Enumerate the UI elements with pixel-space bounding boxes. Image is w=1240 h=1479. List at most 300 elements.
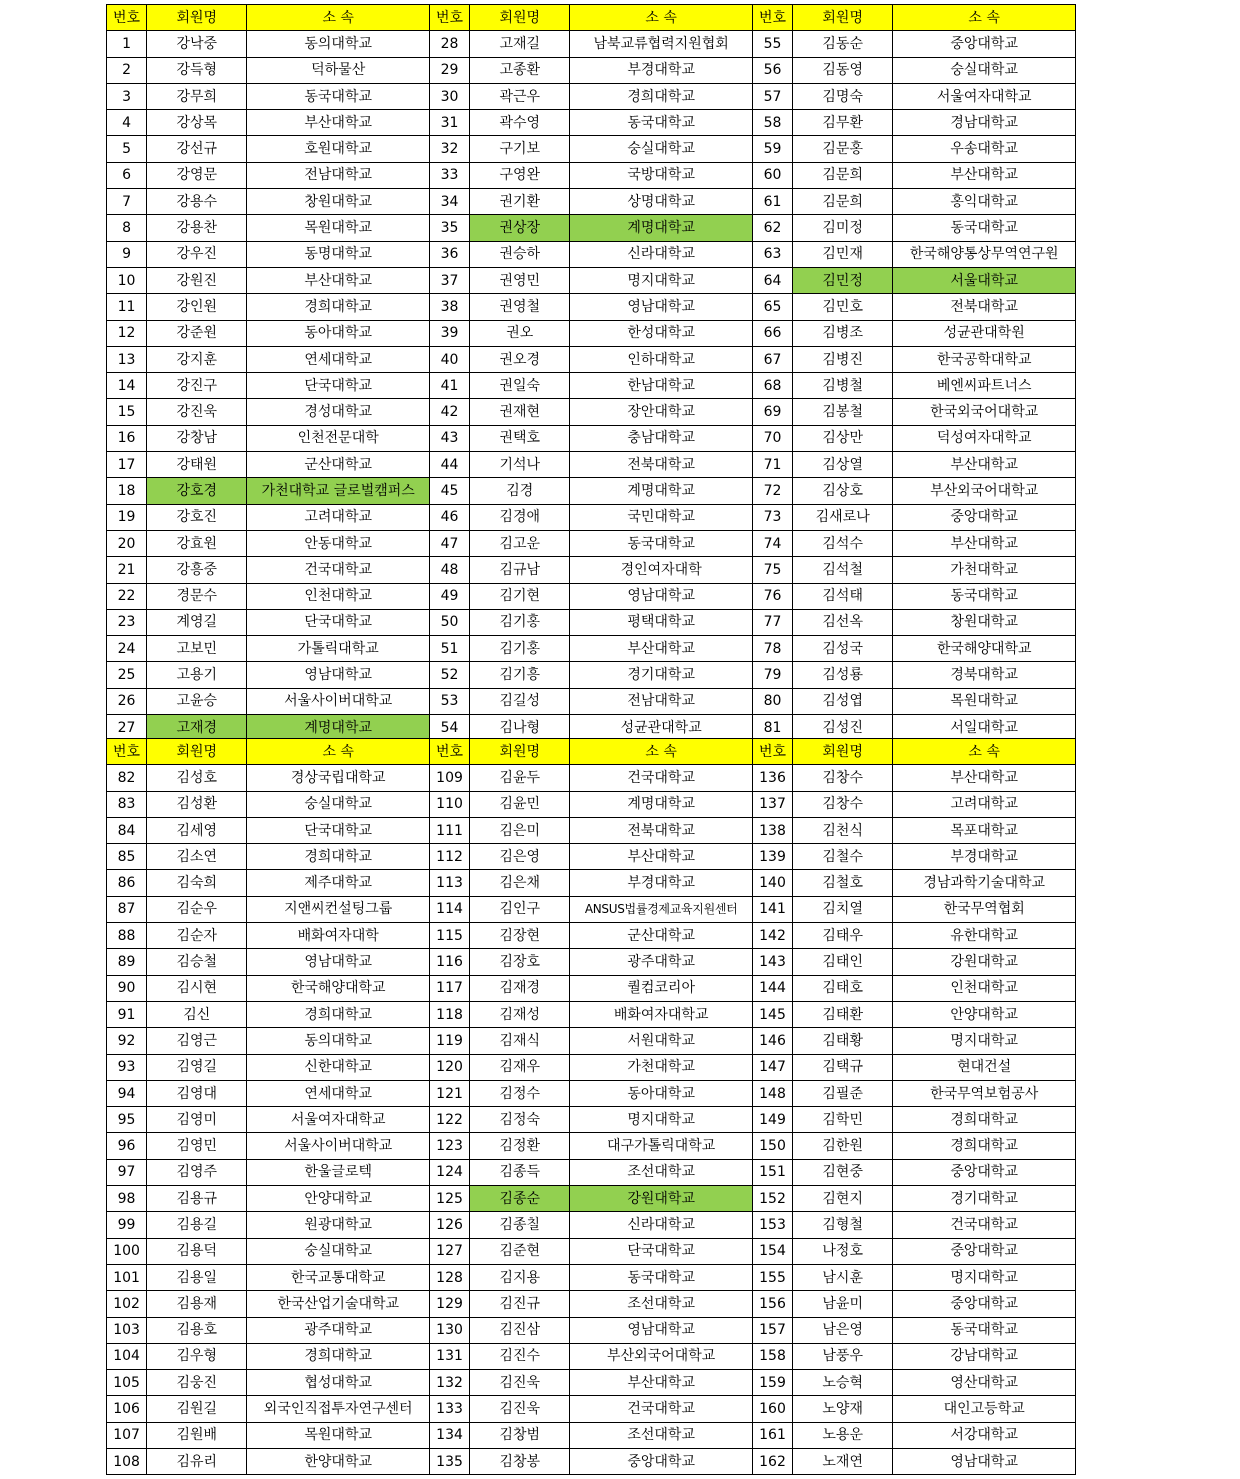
- member-number: 118: [429, 1001, 469, 1027]
- member-number: 64: [752, 267, 792, 293]
- member-number: 60: [752, 162, 792, 188]
- member-number: 109: [429, 765, 469, 791]
- member-name: 김민재: [793, 241, 893, 267]
- member-number: 85: [107, 844, 147, 870]
- member-name: 권택호: [470, 425, 570, 451]
- member-affiliation: 중앙대학교: [893, 1238, 1076, 1264]
- member-number: 99: [107, 1212, 147, 1238]
- member-affiliation: 한남대학교: [570, 373, 753, 399]
- member-name: 남풍우: [793, 1343, 893, 1369]
- member-name: 김정숙: [470, 1107, 570, 1133]
- table-row: [107, 662, 1076, 688]
- member-number: 145: [752, 1001, 792, 1027]
- member-name: 구기보: [470, 136, 570, 162]
- member-affiliation: 영남대학교: [570, 583, 753, 609]
- member-affiliation: 단국대학교: [247, 609, 430, 635]
- member-affiliation: 경희대학교: [247, 1343, 430, 1369]
- member-affiliation: 부산대학교: [247, 267, 430, 293]
- member-affiliation: 한국산업기술대학교: [247, 1291, 430, 1317]
- table-row: [107, 267, 1076, 293]
- member-affiliation: 영남대학교: [893, 1449, 1076, 1475]
- member-affiliation: 대인고등학교: [893, 1396, 1076, 1422]
- member-name: 김승철: [147, 949, 247, 975]
- member-name: 김신: [147, 1001, 247, 1027]
- member-number: 8: [107, 215, 147, 241]
- member-number: 42: [429, 399, 469, 425]
- member-affiliation: 한국해양통상무역연구원: [893, 241, 1076, 267]
- member-number: 128: [429, 1264, 469, 1290]
- table-row: [107, 110, 1076, 136]
- table-row: [107, 136, 1076, 162]
- table-body: [107, 31, 1076, 741]
- member-affiliation: 중앙대학교: [893, 31, 1076, 57]
- member-name: 김선옥: [793, 609, 893, 635]
- member-affiliation: 영남대학교: [570, 294, 753, 320]
- member-name: 김필준: [793, 1080, 893, 1106]
- table-row: [107, 949, 1076, 975]
- member-affiliation: 목원대학교: [893, 688, 1076, 714]
- table-row: [107, 346, 1076, 372]
- member-affiliation: 광주대학교: [570, 949, 753, 975]
- member-number: 49: [429, 583, 469, 609]
- member-affiliation: 동국대학교: [570, 110, 753, 136]
- member-number: 94: [107, 1080, 147, 1106]
- member-number: 110: [429, 791, 469, 817]
- number-header: 번호: [107, 739, 147, 765]
- member-affiliation: 강원대학교: [893, 949, 1076, 975]
- member-name: 강준원: [147, 320, 247, 346]
- table-row: [107, 504, 1076, 530]
- member-name: 김철수: [793, 844, 893, 870]
- member-number: 59: [752, 136, 792, 162]
- member-table-block-2: [106, 738, 1076, 1475]
- member-affiliation: 동아대학교: [247, 320, 430, 346]
- member-affiliation: 유한대학교: [893, 923, 1076, 949]
- member-affiliation: 부산대학교: [247, 110, 430, 136]
- member-affiliation: 신한대학교: [247, 1054, 430, 1080]
- member-name: 김영민: [147, 1133, 247, 1159]
- member-affiliation: 경희대학교: [247, 294, 430, 320]
- member-affiliation: 건국대학교: [893, 1212, 1076, 1238]
- member-name: 김영대: [147, 1080, 247, 1106]
- member-name: 김창범: [470, 1422, 570, 1448]
- member-number: 101: [107, 1264, 147, 1290]
- member-name: 김창봉: [470, 1449, 570, 1475]
- member-number: 98: [107, 1186, 147, 1212]
- member-affiliation: 부경대학교: [570, 870, 753, 896]
- member-name: 강태원: [147, 452, 247, 478]
- member-number: 73: [752, 504, 792, 530]
- member-affiliation: 영남대학교: [247, 662, 430, 688]
- member-affiliation: 계명대학교: [570, 215, 753, 241]
- member-number: 75: [752, 557, 792, 583]
- member-name: 김원길: [147, 1396, 247, 1422]
- member-name: 김은미: [470, 817, 570, 843]
- table-row: [107, 791, 1076, 817]
- member-number: 20: [107, 530, 147, 556]
- member-number: 92: [107, 1028, 147, 1054]
- member-name: 김명숙: [793, 83, 893, 109]
- affiliation-header: 소 속: [893, 5, 1076, 31]
- member-number: 72: [752, 478, 792, 504]
- member-name: 권재현: [470, 399, 570, 425]
- member-name: 김윤민: [470, 791, 570, 817]
- member-affiliation: 창원대학교: [247, 189, 430, 215]
- header-row: [107, 739, 1076, 765]
- member-name: 김문희: [793, 189, 893, 215]
- member-name: 김진삼: [470, 1317, 570, 1343]
- member-affiliation: 전북대학교: [570, 452, 753, 478]
- member-name: 강지훈: [147, 346, 247, 372]
- member-number: 159: [752, 1370, 792, 1396]
- member-affiliation: 덕하물산: [247, 57, 430, 83]
- member-name: 권오: [470, 320, 570, 346]
- member-name: 김장호: [470, 949, 570, 975]
- member-number: 126: [429, 1212, 469, 1238]
- member-name: 김인구: [470, 896, 570, 922]
- table-row: [107, 241, 1076, 267]
- number-header: 번호: [752, 5, 792, 31]
- table-row: [107, 1133, 1076, 1159]
- member-affiliation: 한국무역보험공사: [893, 1080, 1076, 1106]
- member-number: 19: [107, 504, 147, 530]
- member-affiliation: 베엔씨파트너스: [893, 373, 1076, 399]
- member-name-header: 회원명: [470, 5, 570, 31]
- member-number: 117: [429, 975, 469, 1001]
- member-number: 12: [107, 320, 147, 346]
- member-number: 125: [429, 1186, 469, 1212]
- member-number: 39: [429, 320, 469, 346]
- table-row: [107, 765, 1076, 791]
- member-name: 김순우: [147, 896, 247, 922]
- member-number: 124: [429, 1159, 469, 1185]
- header-row: [107, 5, 1076, 31]
- member-affiliation: 한국해양대학교: [893, 636, 1076, 662]
- member-name: 김영근: [147, 1028, 247, 1054]
- member-name: 김장현: [470, 923, 570, 949]
- table-row: [107, 688, 1076, 714]
- member-name: 김진욱: [470, 1396, 570, 1422]
- member-number: 77: [752, 609, 792, 635]
- member-affiliation: 부경대학교: [570, 57, 753, 83]
- affiliation-header: 소 속: [893, 739, 1076, 765]
- table-row: [107, 425, 1076, 451]
- affiliation-header: 소 속: [247, 739, 430, 765]
- member-number: 122: [429, 1107, 469, 1133]
- member-number: 88: [107, 923, 147, 949]
- member-affiliation: 계명대학교: [247, 715, 430, 741]
- member-name: 강용수: [147, 189, 247, 215]
- member-number: 34: [429, 189, 469, 215]
- member-name: 김천식: [793, 817, 893, 843]
- member-affiliation: 한국외국어대학교: [893, 399, 1076, 425]
- member-name: 김병진: [793, 346, 893, 372]
- member-affiliation: 부산외국어대학교: [893, 478, 1076, 504]
- member-affiliation: 퀄컴코리아: [570, 975, 753, 1001]
- member-name: 김석태: [793, 583, 893, 609]
- member-name: 김병조: [793, 320, 893, 346]
- member-name: 기석나: [470, 452, 570, 478]
- member-name: 구영완: [470, 162, 570, 188]
- member-number: 17: [107, 452, 147, 478]
- member-affiliation: 가톨릭대학교: [247, 636, 430, 662]
- member-name: 김한원: [793, 1133, 893, 1159]
- member-affiliation: 경희대학교: [570, 83, 753, 109]
- member-name: 남시훈: [793, 1264, 893, 1290]
- member-number: 21: [107, 557, 147, 583]
- member-affiliation: 계명대학교: [570, 791, 753, 817]
- member-affiliation: 명지대학교: [570, 267, 753, 293]
- member-affiliation: 충남대학교: [570, 425, 753, 451]
- member-name: 김학민: [793, 1107, 893, 1133]
- table-row: [107, 31, 1076, 57]
- member-affiliation: 동국대학교: [570, 1264, 753, 1290]
- table-row: [107, 1080, 1076, 1106]
- member-affiliation: 성균관대학원: [893, 320, 1076, 346]
- member-name: 강영문: [147, 162, 247, 188]
- member-affiliation: 신라대학교: [570, 1212, 753, 1238]
- member-affiliation: 현대건설: [893, 1054, 1076, 1080]
- member-number: 62: [752, 215, 792, 241]
- member-affiliation: 숭실대학교: [247, 1238, 430, 1264]
- member-name: 김기홍: [470, 636, 570, 662]
- member-name: 김현중: [793, 1159, 893, 1185]
- member-number: 132: [429, 1370, 469, 1396]
- member-number: 150: [752, 1133, 792, 1159]
- member-name: 강상목: [147, 110, 247, 136]
- table-row: [107, 1396, 1076, 1422]
- member-number: 48: [429, 557, 469, 583]
- member-affiliation: 한국교통대학교: [247, 1264, 430, 1290]
- member-name: 김고운: [470, 530, 570, 556]
- member-number: 61: [752, 189, 792, 215]
- member-affiliation: 평택대학교: [570, 609, 753, 635]
- member-affiliation: 서울여자대학교: [247, 1107, 430, 1133]
- member-affiliation: 동명대학교: [247, 241, 430, 267]
- member-affiliation: 경기대학교: [570, 662, 753, 688]
- member-number: 45: [429, 478, 469, 504]
- member-number: 102: [107, 1291, 147, 1317]
- member-name: 권영민: [470, 267, 570, 293]
- member-affiliation: 한양대학교: [247, 1449, 430, 1475]
- member-affiliation: 단국대학교: [247, 373, 430, 399]
- member-name: 강낙중: [147, 31, 247, 57]
- member-name: 김나형: [470, 715, 570, 741]
- member-number: 18: [107, 478, 147, 504]
- member-affiliation: 국민대학교: [570, 504, 753, 530]
- member-affiliation: 동국대학교: [893, 1317, 1076, 1343]
- member-affiliation: 조선대학교: [570, 1422, 753, 1448]
- member-name: 강진구: [147, 373, 247, 399]
- member-name: 김용일: [147, 1264, 247, 1290]
- member-affiliation: 안동대학교: [247, 530, 430, 556]
- member-name: 권일숙: [470, 373, 570, 399]
- member-affiliation: 건국대학교: [247, 557, 430, 583]
- member-number: 87: [107, 896, 147, 922]
- member-affiliation: 안양대학교: [893, 1001, 1076, 1027]
- member-number: 16: [107, 425, 147, 451]
- member-name: 강호경: [147, 478, 247, 504]
- member-affiliation: 전북대학교: [570, 817, 753, 843]
- member-number: 30: [429, 83, 469, 109]
- member-number: 141: [752, 896, 792, 922]
- member-affiliation: 조선대학교: [570, 1291, 753, 1317]
- member-affiliation: 부산대학교: [570, 844, 753, 870]
- member-affiliation: 부산외국어대학교: [570, 1343, 753, 1369]
- member-name: 강창남: [147, 425, 247, 451]
- member-affiliation: 조선대학교: [570, 1159, 753, 1185]
- member-name: 강인원: [147, 294, 247, 320]
- member-affiliation: 연세대학교: [247, 1080, 430, 1106]
- table-row: [107, 1238, 1076, 1264]
- member-affiliation: 동국대학교: [570, 530, 753, 556]
- member-name: 김병철: [793, 373, 893, 399]
- member-affiliation: 신라대학교: [570, 241, 753, 267]
- member-name: 곽근우: [470, 83, 570, 109]
- member-name: 김동영: [793, 57, 893, 83]
- member-name: 김원배: [147, 1422, 247, 1448]
- affiliation-header: 소 속: [570, 739, 753, 765]
- member-number: 14: [107, 373, 147, 399]
- member-number: 90: [107, 975, 147, 1001]
- table-row: [107, 557, 1076, 583]
- member-name: 김태환: [793, 1001, 893, 1027]
- member-affiliation: 인천대학교: [247, 583, 430, 609]
- member-name: 김규남: [470, 557, 570, 583]
- member-affiliation: 한국해양대학교: [247, 975, 430, 1001]
- number-header: 번호: [429, 5, 469, 31]
- member-name: 남은영: [793, 1317, 893, 1343]
- member-name: 김봉철: [793, 399, 893, 425]
- member-number: 63: [752, 241, 792, 267]
- member-name: 김종순: [470, 1186, 570, 1212]
- member-number: 56: [752, 57, 792, 83]
- member-name: 나정호: [793, 1238, 893, 1264]
- member-name: 김윤두: [470, 765, 570, 791]
- member-name: 김치열: [793, 896, 893, 922]
- member-affiliation: 경희대학교: [893, 1133, 1076, 1159]
- member-number: 2: [107, 57, 147, 83]
- member-number: 155: [752, 1264, 792, 1290]
- member-affiliation: 협성대학교: [247, 1370, 430, 1396]
- member-name: 김진규: [470, 1291, 570, 1317]
- member-affiliation: 경희대학교: [247, 1001, 430, 1027]
- member-affiliation: 한울글로텍: [247, 1159, 430, 1185]
- member-affiliation: 국방대학교: [570, 162, 753, 188]
- table-row: [107, 636, 1076, 662]
- member-name: 강원진: [147, 267, 247, 293]
- member-name: 노승혁: [793, 1370, 893, 1396]
- affiliation-header: 소 속: [570, 5, 753, 31]
- member-name: 김준현: [470, 1238, 570, 1264]
- member-name: 김경: [470, 478, 570, 504]
- member-number: 67: [752, 346, 792, 372]
- member-number: 93: [107, 1054, 147, 1080]
- table-row: [107, 1054, 1076, 1080]
- table-row: [107, 478, 1076, 504]
- member-name: 김정수: [470, 1080, 570, 1106]
- member-number: 6: [107, 162, 147, 188]
- member-affiliation: 성균관대학교: [570, 715, 753, 741]
- member-number: 52: [429, 662, 469, 688]
- member-affiliation: 서울여자대학교: [893, 83, 1076, 109]
- table-row: [107, 294, 1076, 320]
- member-number: 22: [107, 583, 147, 609]
- member-name: 김성국: [793, 636, 893, 662]
- member-affiliation: 부산대학교: [893, 452, 1076, 478]
- member-number: 5: [107, 136, 147, 162]
- member-number: 91: [107, 1001, 147, 1027]
- member-number: 140: [752, 870, 792, 896]
- member-affiliation: 부산대학교: [893, 530, 1076, 556]
- table-row: [107, 1317, 1076, 1343]
- member-number: 84: [107, 817, 147, 843]
- member-number: 13: [107, 346, 147, 372]
- member-name: 김창수: [793, 765, 893, 791]
- member-name: 권상장: [470, 215, 570, 241]
- member-name: 강무희: [147, 83, 247, 109]
- member-affiliation: 부산대학교: [893, 765, 1076, 791]
- member-name-header: 회원명: [793, 739, 893, 765]
- member-number: 133: [429, 1396, 469, 1422]
- member-affiliation: 경인여자대학: [570, 557, 753, 583]
- member-name: 강효원: [147, 530, 247, 556]
- member-number: 95: [107, 1107, 147, 1133]
- member-name: 강호진: [147, 504, 247, 530]
- member-name: 김현지: [793, 1186, 893, 1212]
- member-number: 157: [752, 1317, 792, 1343]
- member-number: 51: [429, 636, 469, 662]
- member-affiliation: 중앙대학교: [893, 1159, 1076, 1185]
- member-name: 김정환: [470, 1133, 570, 1159]
- member-affiliation: 목원대학교: [247, 215, 430, 241]
- member-name: 경문수: [147, 583, 247, 609]
- member-number: 137: [752, 791, 792, 817]
- member-number: 57: [752, 83, 792, 109]
- member-name: 김재우: [470, 1054, 570, 1080]
- member-name: 고보민: [147, 636, 247, 662]
- member-name: 김재식: [470, 1028, 570, 1054]
- member-number: 46: [429, 504, 469, 530]
- member-number: 161: [752, 1422, 792, 1448]
- member-number: 160: [752, 1396, 792, 1422]
- member-name: 김영길: [147, 1054, 247, 1080]
- member-affiliation: 경남과학기술대학교: [893, 870, 1076, 896]
- member-number: 144: [752, 975, 792, 1001]
- member-name: 김성환: [147, 791, 247, 817]
- member-number: 65: [752, 294, 792, 320]
- member-number: 15: [107, 399, 147, 425]
- member-affiliation: 건국대학교: [570, 1396, 753, 1422]
- table-row: [107, 896, 1076, 922]
- table-row: [107, 1343, 1076, 1369]
- table-row: [107, 215, 1076, 241]
- member-affiliation: 서울사이버대학교: [247, 688, 430, 714]
- member-name: 김택규: [793, 1054, 893, 1080]
- member-name: 남윤미: [793, 1291, 893, 1317]
- member-affiliation: 광주대학교: [247, 1317, 430, 1343]
- table-row: [107, 1449, 1076, 1475]
- member-number: 28: [429, 31, 469, 57]
- member-name-header: 회원명: [470, 739, 570, 765]
- member-affiliation: ANSUS법률경제교육지원센터: [570, 896, 753, 922]
- member-name: 고용기: [147, 662, 247, 688]
- member-number: 106: [107, 1396, 147, 1422]
- member-name: 고재길: [470, 31, 570, 57]
- member-name: 김웅진: [147, 1370, 247, 1396]
- table-row: [107, 844, 1076, 870]
- member-number: 53: [429, 688, 469, 714]
